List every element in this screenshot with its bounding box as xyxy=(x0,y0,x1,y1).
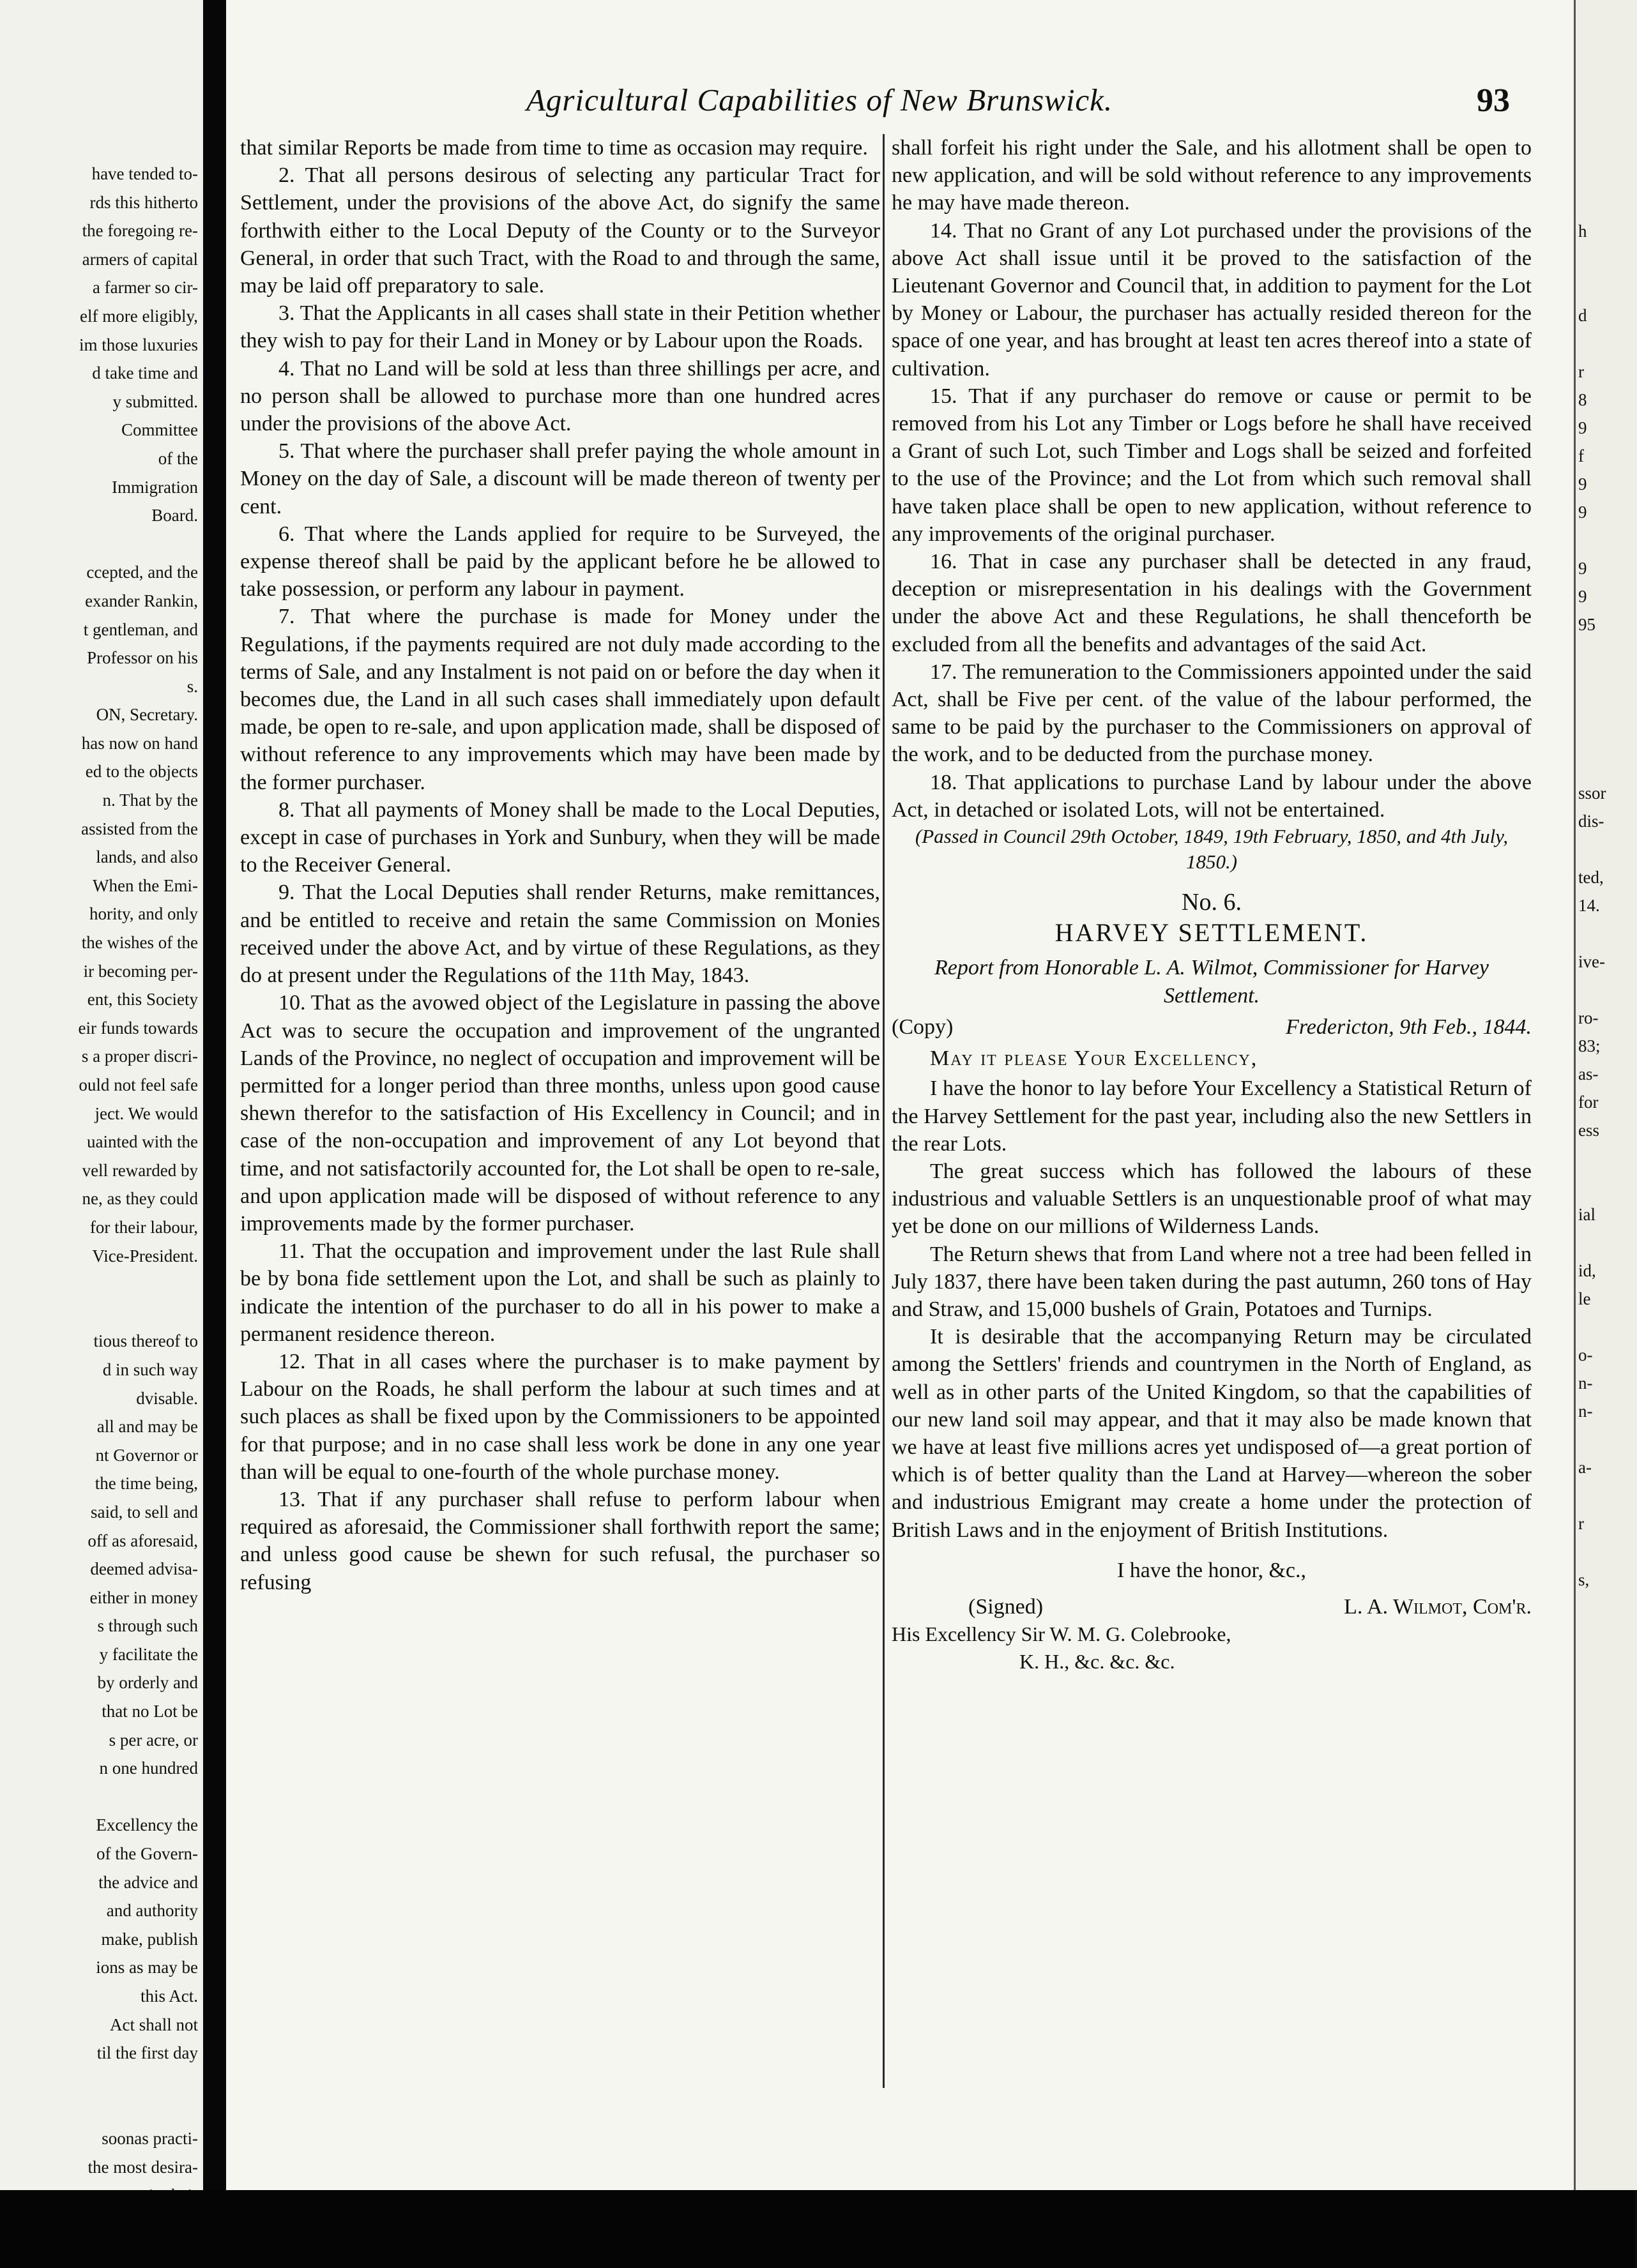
margin-line xyxy=(1578,667,1634,695)
margin-line: le xyxy=(1578,1289,1591,1308)
margin-line: hority, and only xyxy=(89,904,198,924)
signatory: L. A. Wilmot, Com'r. xyxy=(1344,1594,1532,1619)
margin-line: d in such way xyxy=(102,1359,198,1379)
margin-line: Board. xyxy=(151,506,198,525)
regulation-paragraph: 2. That all persons desirous of selecting any particular Tract for Settlement, under the provisions of the above Act, do signify the same forthwith either to the Local Deputy of the County or to the Surveyor General, in order that such Tract, with the Road to and through the same, may be laid off preparatory to sale. xyxy=(240,163,880,298)
regulation-paragraph: 6. That where the Lands applied for require to be Surveyed, the expense thereof shall be paid by the applicant before he be allowed to take possession, or perform any labour in payment. xyxy=(240,522,880,601)
regulation-paragraph: 10. That as the avowed object of the Legislature in passing the above Act was to secure the occupation and improvement of the ungranted Lands of the Province, no neglect of occupation and improvement will be permitted for a longer period than three months, unless upon good cause shewn therefor to the satisfaction of His Excellency in Council; and in case of the non-occupation and improvement of any Lot beyond that time, and not satisfactorily accounted for, the Lot shall be open to re-sale, and upon application made will be disposed of without reference to any improvements made by the former purchaser. xyxy=(240,991,880,1236)
margin-line xyxy=(0,1299,198,1327)
margin-line: the advice and xyxy=(98,1872,198,1892)
margin-line xyxy=(1578,245,1634,273)
regulation-paragraph: 8. That all payments of Money shall be made to the Local Deputies, except in case of purchases in York and Sunbury, when they will be made to the Receiver General. xyxy=(240,798,880,877)
left-column xyxy=(240,134,880,1596)
margin-line: soonas practi- xyxy=(102,2128,198,2148)
margin-line: the wishes of the xyxy=(81,933,198,953)
margin-line: y facilitate the xyxy=(99,1644,198,1664)
margin-line: d xyxy=(1578,306,1587,325)
margin-line: either in money xyxy=(89,1587,198,1607)
main-page xyxy=(226,0,1574,2190)
margin-line xyxy=(1578,1144,1634,1172)
copy-label: (Copy) xyxy=(892,1015,954,1039)
running-head xyxy=(526,82,1510,133)
margin-line: 9 xyxy=(1578,503,1587,522)
margin-line: id, xyxy=(1578,1261,1596,1280)
margin-line: nt Governor or xyxy=(95,1445,198,1465)
margin-line: y submitted. xyxy=(112,391,198,411)
margin-line: Excellency the xyxy=(96,1815,198,1835)
letter-paragraph: It is desirable that the accompanying Return may be circulated among the Settlers' friends and countrymen in the North of England, as well as in other parts of the United Kingdom, so that the capabilities of our new land soil may appear, and that it may also be made known that we have at least five millions acres yet undisposed of—a great portion of which is of better quality than the Land at Harvey—whereon the sober and industrious Emigrant may create a home under the protection of British Laws and in the enjoyment of British Institutions. xyxy=(892,1325,1532,1542)
margin-line: ive- xyxy=(1578,952,1605,971)
margin-line: n one hundred xyxy=(99,1758,198,1778)
margin-line: til the first day xyxy=(96,2043,198,2063)
running-title: Agricultural Capabilities of New Brunswick. xyxy=(526,82,1113,117)
margin-line: tious thereof to xyxy=(93,1331,198,1351)
margin-line xyxy=(0,2096,198,2124)
margin-line: the foregoing re- xyxy=(82,221,198,241)
margin-line: ro- xyxy=(1578,1008,1599,1027)
margin-line: d take time and xyxy=(92,363,198,383)
margin-line: 83; xyxy=(1578,1036,1601,1055)
margin-line xyxy=(1578,723,1634,751)
margin-line: n- xyxy=(1578,1373,1593,1393)
regulation-paragraph: 4. That no Land will be sold at less than three shillings per acre, and no person shall be allowed to purchase more than one hundred acres under the provisions of the above Act. xyxy=(240,356,880,436)
margin-line xyxy=(1578,976,1634,1004)
margin-line: deemed advisa- xyxy=(90,1559,198,1579)
right-margin-text xyxy=(1578,217,1634,1594)
margin-line: r xyxy=(1578,1514,1584,1533)
margin-line: When the Emi- xyxy=(93,875,198,895)
regulation-paragraph: 9. That the Local Deputies shall render Returns, make remittances, and be entitled to receive and retain the same Commission on Monies received under the above Act, and by virtue of these Regulations, as they do at present under the Regulations of the 11th May, 1843. xyxy=(240,881,880,988)
margin-line: Act shall not xyxy=(110,2015,198,2034)
margin-line xyxy=(0,530,198,559)
margin-line: lands, and also xyxy=(96,847,198,867)
margin-line xyxy=(1578,639,1634,667)
margin-line: s through such xyxy=(97,1616,198,1636)
margin-line: vell rewarded by xyxy=(82,1160,198,1180)
letter-paragraph: I have the honor to lay before Your Excellency a Statistical Return of the Harvey Settlement for the past year, including also the new Settlers in the rear Lots. xyxy=(892,1077,1532,1156)
passed-note: (Passed in Council 29th October, 1849, 19th February, 1850, and 4th July, 1850.) xyxy=(915,825,1509,873)
margin-line: the most desira- xyxy=(88,2157,198,2177)
report-subtitle: Report from Honorable L. A. Wilmot, Commissioner for Harvey Settlement. xyxy=(934,956,1489,1008)
addressee-line-1: His Excellency Sir W. M. G. Colebrooke, xyxy=(892,1622,1231,1646)
margin-line xyxy=(1578,329,1634,358)
margin-line: ccepted, and the xyxy=(86,563,198,582)
margin-line: ent, this Society xyxy=(87,990,198,1009)
margin-line: eir funds towards xyxy=(78,1018,198,1038)
section-title: HARVEY SETTLEMENT. xyxy=(1055,918,1369,948)
margin-line: 14. xyxy=(1578,896,1600,915)
margin-line: 9 xyxy=(1578,418,1587,437)
margin-line: by orderly and xyxy=(97,1673,198,1693)
margin-line xyxy=(1578,1481,1634,1509)
margin-line xyxy=(0,1783,198,1811)
page-number: 93 xyxy=(1477,82,1510,119)
margin-line: ject. We would xyxy=(95,1103,198,1123)
regulation-paragraph: shall forfeit his right under the Sale, and his allotment shall be open to new application, and will be sold without reference to any improvements he may have made thereon. xyxy=(892,136,1532,215)
margin-line: armers of capital xyxy=(82,249,198,269)
regulation-paragraph: 17. The remuneration to the Commissioners appointed under the said Act, shall be Five per cent. of the value of the labour performed, the same to be paid by the purchaser to the Commissioners on approval of the work, and to be deducted from the purchase money. xyxy=(892,660,1532,767)
regulations-continued xyxy=(892,134,1532,824)
letter-paragraph: The great success which has followed the labours of these industrious and valuable Settlers is an unquestionable proof of what may yet be done on our millions of Wilderness Lands. xyxy=(892,1159,1532,1239)
margin-line: r xyxy=(1578,362,1584,381)
margin-line: n- xyxy=(1578,1402,1593,1421)
margin-line: said, to sell and xyxy=(91,1502,198,1522)
margin-line: Immigration xyxy=(112,477,198,497)
margin-line: ssor xyxy=(1578,783,1606,803)
margin-line: assisted from the xyxy=(81,819,198,838)
margin-line: this Act. xyxy=(140,1986,198,2006)
margin-line: of the Govern- xyxy=(96,1844,198,1864)
margin-line: that no Lot be xyxy=(102,1702,198,1721)
margin-line: ess xyxy=(1578,1121,1599,1140)
margin-line: 9 xyxy=(1578,559,1587,578)
margin-line: 9 xyxy=(1578,474,1587,494)
margin-line: dis- xyxy=(1578,812,1604,831)
margin-line xyxy=(1578,1172,1634,1200)
margin-line: uainted with the xyxy=(87,1132,198,1152)
margin-line: h xyxy=(1578,222,1587,241)
regulation-paragraph: 13. That if any purchaser shall refuse to perform labour when required as aforesaid, the Commissioner shall forthwith report the same; and unless good cause be shewn for such refusal, the purchaser so refusing xyxy=(240,1487,880,1594)
copy-date-line xyxy=(892,1013,1532,1041)
regulation-paragraph: 16. That in case any purchaser shall be detected in any fraud, deception or misrepresentation in his dealings with the Government under the above Act and these Regulations, he shall thenceforth be excluded from all the benefits and advantages of the said Act. xyxy=(892,550,1532,656)
margin-line: s per acre, or xyxy=(109,1730,198,1750)
margin-line: n. That by the xyxy=(102,790,198,810)
margin-line: a farmer so cir- xyxy=(92,278,198,298)
salutation: May it please Your Excellency, xyxy=(930,1047,1258,1071)
margin-line: off as aforesaid, xyxy=(88,1531,198,1550)
letter-body xyxy=(892,1075,1532,1543)
regulation-paragraph: that similar Reports be made from time to time as occasion may require. xyxy=(240,136,868,160)
margin-line: s a proper discri- xyxy=(81,1047,198,1066)
margin-line: s, xyxy=(1578,1570,1590,1589)
margin-line: for their labour, xyxy=(89,1217,198,1237)
regulation-paragraph: 12. That in all cases where the purchaser is to make payment by Labour on the Roads, he shall perform the labour at such times and at such places as shall be fixed upon by the Commissioners to be appointed for that purpose; and in no case shall less work be done in any one year than will be equal to one-fourth of the whole purchase money. xyxy=(240,1349,880,1484)
left-neighbor-page xyxy=(0,0,203,2190)
regulation-paragraph: 11. That the occupation and improvement under the last Rule shall be by bona fide settlement upon the Lot, and shall be such as plainly to indicate the intention of the purchaser to do all in his power to make a permanent residence thereon. xyxy=(240,1239,880,1346)
margin-line: 8 xyxy=(1578,390,1587,409)
margin-line: 9 xyxy=(1578,587,1587,606)
margin-line: rds this hitherto xyxy=(89,192,198,212)
signed-label: (Signed) xyxy=(968,1594,1044,1619)
margin-line: t gentleman, and xyxy=(83,619,198,639)
margin-line: Vice-President. xyxy=(92,1246,198,1266)
column-rule xyxy=(883,134,885,2088)
regulation-paragraph: 15. That if any purchaser do remove or cause or permit to be removed from his Lot any Timber or Logs before he shall have received a Grant of such Lot, such Timber and Logs shall be seized and forfeited to the use of the Province; and the Lot from which such removal shall have taken place shall be open to new application, without reference to any improvements of the original purchaser. xyxy=(892,384,1532,546)
margin-line: Committee xyxy=(121,420,198,440)
margin-line: and authority xyxy=(106,1901,198,1921)
margin-line: all and may be xyxy=(96,1417,198,1437)
signature-line xyxy=(892,1593,1532,1621)
margin-line: ON, Secretary. xyxy=(96,705,198,725)
margin-line xyxy=(0,2068,198,2096)
margin-line: for xyxy=(1578,1092,1599,1112)
margin-line: ial xyxy=(1578,1205,1595,1224)
margin-line: ir becoming per- xyxy=(83,961,198,981)
letter-paragraph: The Return shews that from Land where not a tree had been felled in July 1837, there have been taken during the past autumn, 260 tons of Hay and Straw, and 15,000 bushels of Grain, Potatoes and Turnips. xyxy=(892,1242,1532,1321)
margin-line xyxy=(1578,1425,1634,1453)
margin-line xyxy=(1578,1313,1634,1341)
bottom-shadow xyxy=(0,2190,1635,2268)
margin-line: f xyxy=(1578,446,1584,465)
margin-line: o- xyxy=(1578,1345,1593,1365)
margin-line xyxy=(1578,273,1634,301)
margin-line xyxy=(1578,695,1634,723)
gutter-shadow xyxy=(203,0,226,2268)
margin-line: have tended to- xyxy=(91,164,198,183)
right-neighbor-page xyxy=(1574,0,1637,2190)
margin-line: dvisable. xyxy=(136,1388,198,1408)
margin-line xyxy=(1578,751,1634,779)
margin-line: make, publish xyxy=(101,1929,198,1949)
margin-line: the time being, xyxy=(95,1474,198,1493)
margin-line: as- xyxy=(1578,1064,1599,1084)
right-column xyxy=(892,134,1532,1676)
margin-line: 95 xyxy=(1578,615,1595,634)
margin-line xyxy=(1578,1538,1634,1566)
margin-line: exander Rankin, xyxy=(85,591,198,610)
margin-line: s. xyxy=(187,676,198,696)
letter-date: Fredericton, 9th Feb., 1844. xyxy=(1286,1015,1532,1039)
regulation-paragraph: 3. That the Applicants in all cases shall state in their Petition whether they wish to pay for their Land in Money or by Labour upon the Roads. xyxy=(240,301,880,353)
section-number: No. 6. xyxy=(1182,889,1242,916)
regulation-paragraph: 7. That where the purchase is made for Money under the Regulations, if the payments required are not duly made according to the terms of Sale, and any Instalment is not paid on or before the day when it becomes due, the Land in all such cases shall immediately upon default made, be open to re-sale, and upon application made, shall be disposed of without reference to any improvements which may have been made by the former purchaser. xyxy=(240,605,880,794)
regulation-paragraph: 5. That where the purchaser shall prefer paying the whole amount in Money on the day of Sale, a discount will be made thereon of twenty per cent. xyxy=(240,439,880,518)
margin-line xyxy=(1578,526,1634,554)
margin-line: a- xyxy=(1578,1458,1592,1477)
margin-line: has now on hand xyxy=(81,733,198,753)
margin-line: ions as may be xyxy=(96,1958,198,1977)
margin-line: ould not feel safe xyxy=(79,1075,198,1094)
margin-line: im those luxuries xyxy=(79,335,198,354)
margin-line: ted, xyxy=(1578,868,1604,887)
margin-line xyxy=(1578,1228,1634,1257)
margin-line xyxy=(0,1270,198,1299)
regulation-paragraph: 18. That applications to purchase Land by labour under the above Act, in detached or isolated Lots, will not be entertained. xyxy=(892,770,1532,822)
margin-line: elf more eligibly, xyxy=(80,306,198,326)
closing: I have the honor, &c., xyxy=(1116,1558,1307,1582)
margin-line: ne, as they could xyxy=(82,1189,198,1209)
margin-line: ed to the objects xyxy=(85,762,198,782)
margin-line: Professor on his xyxy=(87,648,198,668)
margin-line: of the xyxy=(158,448,198,468)
margin-line xyxy=(1578,919,1634,948)
left-margin-text xyxy=(0,160,198,2267)
addressee-line-2: K. H., &c. &c. &c. xyxy=(1019,1650,1175,1674)
margin-line xyxy=(1578,835,1634,863)
regulation-paragraph: 14. That no Grant of any Lot purchased under the provisions of the above Act shall issue until it be proved to the satisfaction of the Lieutenant Governor and Council that, in addition to payment for the Lot by Money or Labour, the purchaser has actually resided thereon for the space of one year, and has brought at least ten acres thereof into a state of cultivation. xyxy=(892,218,1532,381)
